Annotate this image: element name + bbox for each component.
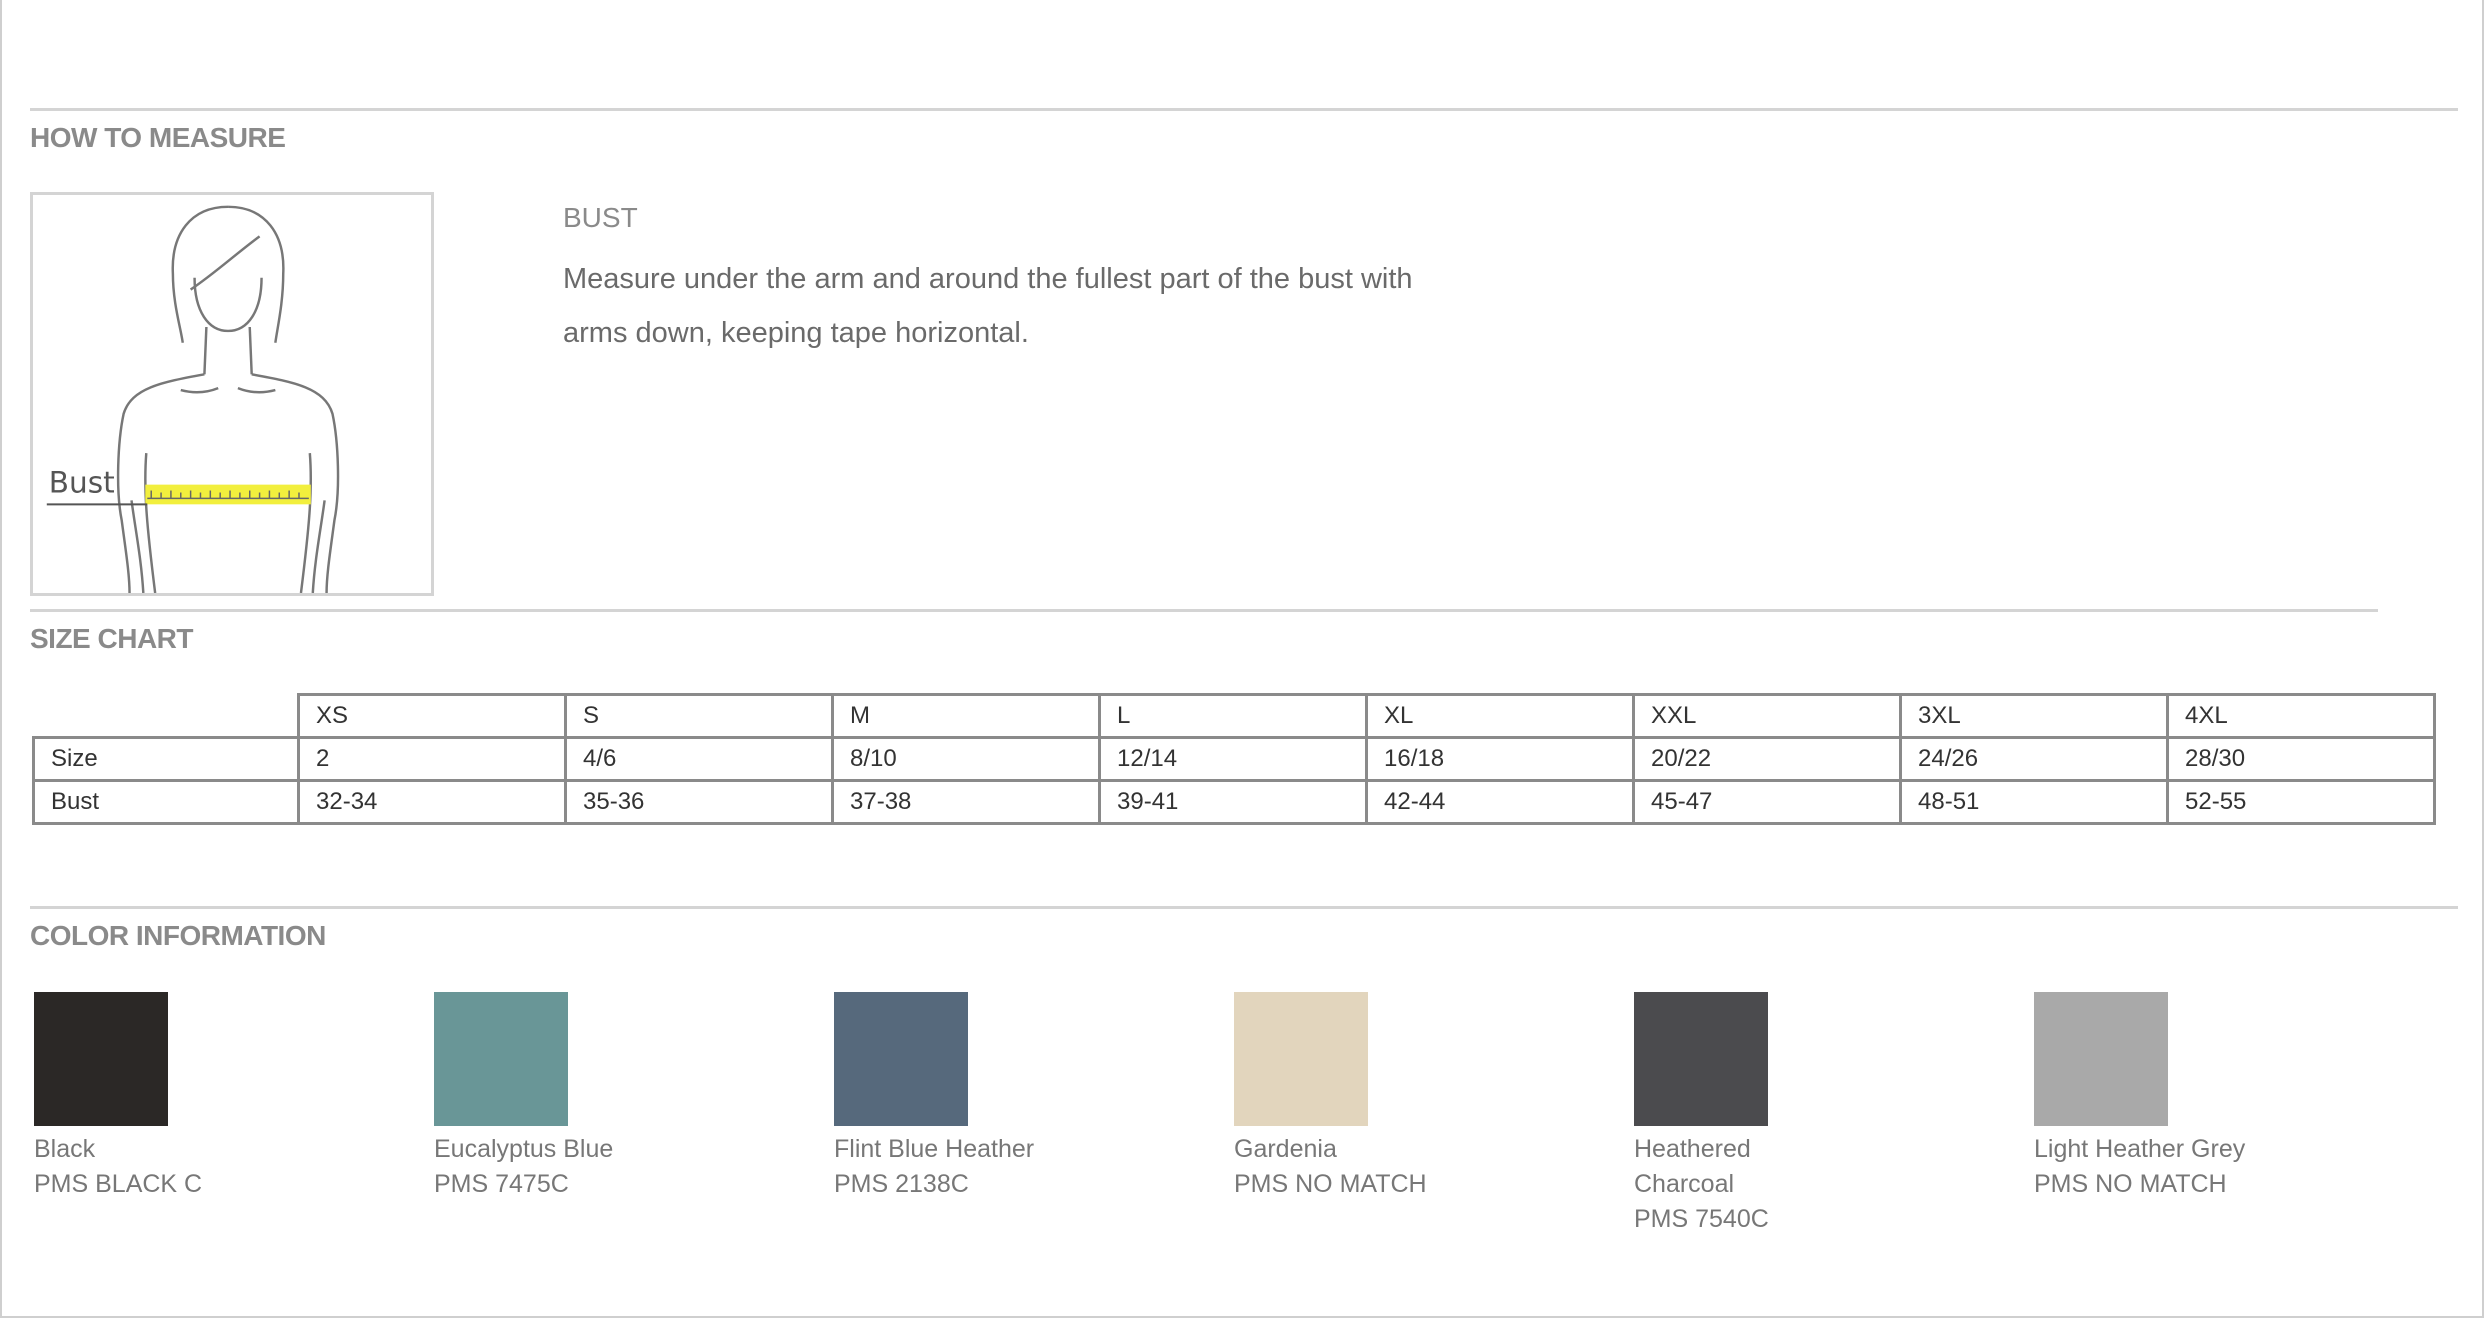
header-corner-cell: [34, 695, 299, 738]
color-item: [34, 992, 414, 1202]
color-swatch: [34, 992, 168, 1126]
table-cell: 32-34: [299, 781, 566, 824]
section-divider: [30, 906, 2458, 909]
color-swatch: [834, 992, 968, 1126]
color-pms: PMS NO MATCH: [2034, 1170, 2227, 1198]
size-column-header: L: [1100, 695, 1367, 738]
color-swatch: [1634, 992, 1768, 1126]
section-divider: [30, 609, 2378, 612]
color-swatch: [1234, 992, 1368, 1126]
table-cell: 20/22: [1634, 738, 1901, 781]
color-pms: PMS 2138C: [834, 1170, 969, 1198]
row-label: Size: [34, 738, 299, 781]
color-item: [2034, 992, 2414, 1202]
color-pms: PMS 7540C: [1634, 1205, 1769, 1233]
table-cell: 28/30: [2168, 738, 2435, 781]
table-cell: 35-36: [566, 781, 833, 824]
color-name: Eucalyptus Blue: [434, 1135, 614, 1163]
table-row: [34, 738, 2435, 781]
color-swatch: [2034, 992, 2168, 1126]
color-information-heading: COLOR INFORMATION: [30, 920, 326, 951]
table-cell: 24/26: [1901, 738, 2168, 781]
table-cell: 45-47: [1634, 781, 1901, 824]
table-cell: 39-41: [1100, 781, 1367, 824]
size-chart-table: [32, 693, 2436, 825]
table-cell: 8/10: [833, 738, 1100, 781]
how-to-measure-heading: HOW TO MEASURE: [30, 122, 286, 153]
measure-title: BUST: [563, 202, 638, 233]
size-column-header: 4XL: [2168, 695, 2435, 738]
table-cell: 4/6: [566, 738, 833, 781]
color-name: Gardenia: [1234, 1135, 1337, 1163]
size-column-header: S: [566, 695, 833, 738]
table-cell: 37-38: [833, 781, 1100, 824]
color-item: [834, 992, 1214, 1202]
color-name: Black: [34, 1135, 96, 1163]
table-row: [34, 781, 2435, 824]
color-name: Heathered Charcoal: [1634, 1135, 1751, 1198]
color-item: [1634, 992, 1804, 1237]
section-divider: [30, 108, 2458, 111]
size-column-header: XXL: [1634, 695, 1901, 738]
table-cell: 52-55: [2168, 781, 2435, 824]
color-pms: PMS BLACK C: [34, 1170, 203, 1198]
table-cell: 48-51: [1901, 781, 2168, 824]
size-column-header: XL: [1367, 695, 1634, 738]
row-label: Bust: [34, 781, 299, 824]
size-chart-heading: SIZE CHART: [30, 623, 193, 654]
bust-measure-illustration: [30, 192, 434, 596]
size-column-header: 3XL: [1901, 695, 2168, 738]
color-pms: PMS 7475C: [434, 1170, 569, 1198]
bust-label: Bust: [48, 465, 115, 500]
size-column-header: XS: [299, 695, 566, 738]
color-item: [1234, 992, 1614, 1202]
table-cell: 2: [299, 738, 566, 781]
table-cell: 12/14: [1100, 738, 1367, 781]
measure-description: Measure under the arm and around the fullest part of the bust with arms down, keeping tape horizontal.: [563, 263, 1413, 349]
color-name: Light Heather Grey: [2034, 1135, 2246, 1163]
color-name: Flint Blue Heather: [834, 1135, 1035, 1163]
color-swatch: [434, 992, 568, 1126]
table-cell: 16/18: [1367, 738, 1634, 781]
color-item: [434, 992, 814, 1202]
color-pms: PMS NO MATCH: [1234, 1170, 1427, 1198]
size-header-row: [34, 695, 2435, 738]
size-column-header: M: [833, 695, 1100, 738]
table-cell: 42-44: [1367, 781, 1634, 824]
